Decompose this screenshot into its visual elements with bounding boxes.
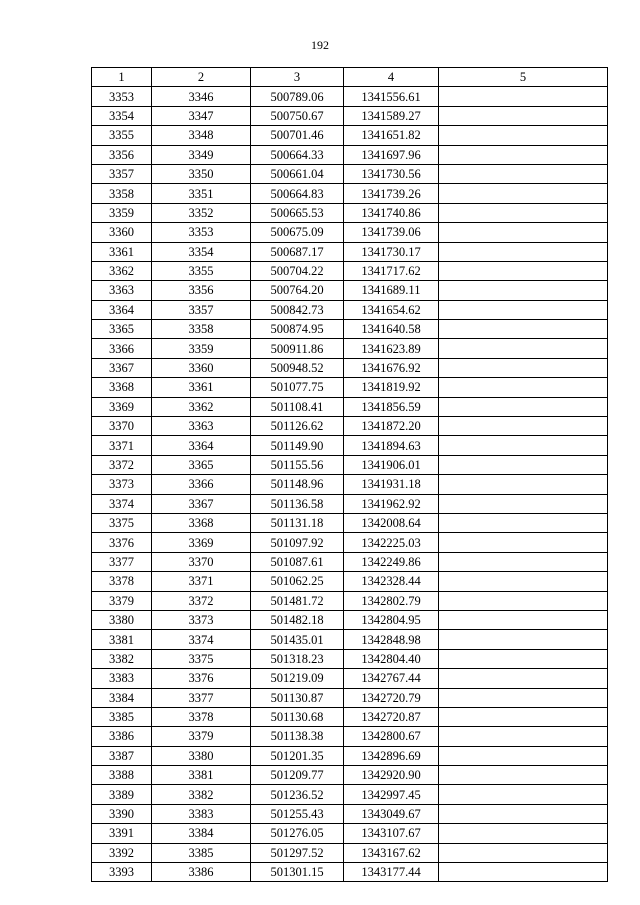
table-row — [92, 804, 608, 823]
table-cell-col-3: 501318.23 — [251, 649, 344, 668]
table-cell-col-3: 500701.46 — [251, 126, 344, 145]
table-row — [92, 785, 608, 804]
table-row — [92, 242, 608, 261]
table-row — [92, 824, 608, 843]
table-cell-col-2: 3385 — [152, 843, 251, 862]
table-cell-col-3: 500948.52 — [251, 358, 344, 377]
table-cell-col-4: 1342225.03 — [344, 533, 439, 552]
table-cell-col-1: 3377 — [92, 552, 152, 571]
table-cell-col-2: 3362 — [152, 397, 251, 416]
table-cell-col-3: 501276.05 — [251, 824, 344, 843]
table-cell-col-1: 3357 — [92, 164, 152, 183]
table-cell-col-1: 3392 — [92, 843, 152, 862]
table-row — [92, 455, 608, 474]
table-cell-col-5 — [439, 649, 608, 668]
table-cell-col-2: 3379 — [152, 727, 251, 746]
table-cell-col-2: 3350 — [152, 164, 251, 183]
table-cell-col-4: 1341856.59 — [344, 397, 439, 416]
table-row — [92, 378, 608, 397]
table-cell-col-2: 3370 — [152, 552, 251, 571]
table-cell-col-2: 3381 — [152, 766, 251, 785]
table-cell-col-3: 501138.38 — [251, 727, 344, 746]
table-row — [92, 688, 608, 707]
table-cell-col-2: 3382 — [152, 785, 251, 804]
table-cell-col-4: 1342848.98 — [344, 630, 439, 649]
table-cell-col-5 — [439, 746, 608, 765]
table-cell-col-5 — [439, 281, 608, 300]
table-row — [92, 281, 608, 300]
table-cell-col-4: 1342720.87 — [344, 707, 439, 726]
table-cell-col-3: 500874.95 — [251, 320, 344, 339]
table-cell-col-4: 1342920.90 — [344, 766, 439, 785]
table-row — [92, 727, 608, 746]
table-row — [92, 164, 608, 183]
table-cell-col-5 — [439, 320, 608, 339]
table-cell-col-1: 3367 — [92, 358, 152, 377]
table-cell-col-4: 1341697.96 — [344, 145, 439, 164]
table-cell-col-3: 501108.41 — [251, 397, 344, 416]
table-cell-col-1: 3380 — [92, 610, 152, 629]
table-cell-col-5 — [439, 417, 608, 436]
table-cell-col-2: 3367 — [152, 494, 251, 513]
table-cell-col-2: 3359 — [152, 339, 251, 358]
table-cell-col-3: 501209.77 — [251, 766, 344, 785]
table-cell-col-2: 3371 — [152, 572, 251, 591]
table-cell-col-2: 3357 — [152, 300, 251, 319]
table-cell-col-1: 3360 — [92, 223, 152, 242]
table-row — [92, 843, 608, 862]
table-cell-col-2: 3358 — [152, 320, 251, 339]
table-cell-col-4: 1341651.82 — [344, 126, 439, 145]
table-row — [92, 397, 608, 416]
table-cell-col-5 — [439, 785, 608, 804]
table-cell-col-4: 1342804.40 — [344, 649, 439, 668]
table-cell-col-4: 1341654.62 — [344, 300, 439, 319]
table-cell-col-1: 3369 — [92, 397, 152, 416]
table-cell-col-2: 3378 — [152, 707, 251, 726]
table-cell-col-4: 1341739.26 — [344, 184, 439, 203]
table-cell-col-4: 1341730.17 — [344, 242, 439, 261]
table-cell-col-5 — [439, 106, 608, 125]
table-cell-col-3: 501131.18 — [251, 513, 344, 532]
table-cell-col-5 — [439, 843, 608, 862]
table-cell-col-1: 3368 — [92, 378, 152, 397]
table-row — [92, 106, 608, 125]
table-cell-col-5 — [439, 804, 608, 823]
table-cell-col-2: 3368 — [152, 513, 251, 532]
table-cell-col-5 — [439, 87, 608, 106]
table-cell-col-2: 3349 — [152, 145, 251, 164]
table-cell-col-4: 1341689.11 — [344, 281, 439, 300]
table-cell-col-4: 1341589.27 — [344, 106, 439, 125]
table-cell-col-4: 1342802.79 — [344, 591, 439, 610]
table-row — [92, 145, 608, 164]
table-cell-col-1: 3376 — [92, 533, 152, 552]
table-cell-col-3: 500704.22 — [251, 261, 344, 280]
table-cell-col-5 — [439, 339, 608, 358]
table-cell-col-3: 500664.33 — [251, 145, 344, 164]
table-cell-col-1: 3374 — [92, 494, 152, 513]
table-row — [92, 610, 608, 629]
table-cell-col-5 — [439, 707, 608, 726]
table-cell-col-3: 500911.86 — [251, 339, 344, 358]
table-cell-col-2: 3373 — [152, 610, 251, 629]
table-row — [92, 203, 608, 222]
table-cell-col-5 — [439, 688, 608, 707]
table-cell-col-3: 501130.87 — [251, 688, 344, 707]
table-row — [92, 320, 608, 339]
table-cell-col-2: 3365 — [152, 455, 251, 474]
table-row — [92, 552, 608, 571]
table-cell-col-2: 3348 — [152, 126, 251, 145]
table-cell-col-4: 1342896.69 — [344, 746, 439, 765]
table-cell-col-5 — [439, 824, 608, 843]
table-cell-col-2: 3364 — [152, 436, 251, 455]
table-row — [92, 126, 608, 145]
table-cell-col-3: 501301.15 — [251, 863, 344, 882]
table-cell-col-2: 3377 — [152, 688, 251, 707]
table-cell-col-4: 1342804.95 — [344, 610, 439, 629]
table-cell-col-4: 1342720.79 — [344, 688, 439, 707]
table-cell-col-1: 3383 — [92, 669, 152, 688]
table-row — [92, 669, 608, 688]
table-cell-col-1: 3384 — [92, 688, 152, 707]
table-cell-col-2: 3375 — [152, 649, 251, 668]
table-cell-col-2: 3384 — [152, 824, 251, 843]
table-row — [92, 475, 608, 494]
table-cell-col-3: 501126.62 — [251, 417, 344, 436]
table-cell-col-3: 501136.58 — [251, 494, 344, 513]
table-cell-col-5 — [439, 242, 608, 261]
table-row — [92, 261, 608, 280]
table-cell-col-5 — [439, 572, 608, 591]
table-cell-col-5 — [439, 669, 608, 688]
table-cell-col-4: 1341740.86 — [344, 203, 439, 222]
table-cell-col-2: 3347 — [152, 106, 251, 125]
coordinates-table — [91, 67, 608, 882]
table-row — [92, 863, 608, 882]
table-cell-col-2: 3352 — [152, 203, 251, 222]
table-cell-col-1: 3363 — [92, 281, 152, 300]
table-cell-col-5 — [439, 591, 608, 610]
table-cell-col-1: 3354 — [92, 106, 152, 125]
table-cell-col-5 — [439, 164, 608, 183]
table-cell-col-1: 3371 — [92, 436, 152, 455]
table-cell-col-5 — [439, 513, 608, 532]
table-cell-col-2: 3351 — [152, 184, 251, 203]
table-cell-col-3: 500664.83 — [251, 184, 344, 203]
table-row — [92, 358, 608, 377]
table-row — [92, 707, 608, 726]
table-cell-col-4: 1341623.89 — [344, 339, 439, 358]
table-body — [92, 87, 608, 882]
table-cell-col-3: 500665.53 — [251, 203, 344, 222]
table-cell-col-1: 3379 — [92, 591, 152, 610]
table-cell-col-3: 501155.56 — [251, 455, 344, 474]
table-cell-col-5 — [439, 184, 608, 203]
table-cell-col-2: 3353 — [152, 223, 251, 242]
table-cell-col-5 — [439, 126, 608, 145]
table-cell-col-1: 3378 — [92, 572, 152, 591]
table-cell-col-5 — [439, 261, 608, 280]
table-cell-col-1: 3386 — [92, 727, 152, 746]
table-cell-col-3: 500661.04 — [251, 164, 344, 183]
table-cell-col-3: 500842.73 — [251, 300, 344, 319]
table-cell-col-5 — [439, 727, 608, 746]
table-cell-col-5 — [439, 436, 608, 455]
table-cell-col-3: 501481.72 — [251, 591, 344, 610]
table-cell-col-2: 3374 — [152, 630, 251, 649]
table-cell-col-3: 501482.18 — [251, 610, 344, 629]
table-cell-col-3: 500687.17 — [251, 242, 344, 261]
table-cell-col-1: 3364 — [92, 300, 152, 319]
table-cell-col-4: 1341640.58 — [344, 320, 439, 339]
table-cell-col-3: 501149.90 — [251, 436, 344, 455]
table-cell-col-3: 501255.43 — [251, 804, 344, 823]
column-header-1: 1 — [92, 68, 152, 87]
table-cell-col-2: 3360 — [152, 358, 251, 377]
table-row — [92, 184, 608, 203]
table-cell-col-1: 3373 — [92, 475, 152, 494]
table-cell-col-3: 501130.68 — [251, 707, 344, 726]
table-cell-col-4: 1341894.63 — [344, 436, 439, 455]
table-cell-col-4: 1342008.64 — [344, 513, 439, 532]
table-cell-col-1: 3355 — [92, 126, 152, 145]
table-cell-col-4: 1341819.92 — [344, 378, 439, 397]
table-cell-col-2: 3369 — [152, 533, 251, 552]
table-cell-col-2: 3380 — [152, 746, 251, 765]
table-cell-col-5 — [439, 552, 608, 571]
table-cell-col-3: 501435.01 — [251, 630, 344, 649]
table-cell-col-3: 500750.67 — [251, 106, 344, 125]
table-cell-col-1: 3370 — [92, 417, 152, 436]
table-cell-col-1: 3393 — [92, 863, 152, 882]
column-header-2: 2 — [152, 68, 251, 87]
table-cell-col-1: 3382 — [92, 649, 152, 668]
table-row — [92, 766, 608, 785]
table-cell-col-1: 3359 — [92, 203, 152, 222]
table-cell-col-3: 501087.61 — [251, 552, 344, 571]
table-row — [92, 87, 608, 106]
table-row — [92, 300, 608, 319]
table-cell-col-4: 1341556.61 — [344, 87, 439, 106]
table-cell-col-1: 3375 — [92, 513, 152, 532]
table-cell-col-1: 3381 — [92, 630, 152, 649]
table-cell-col-3: 500764.20 — [251, 281, 344, 300]
table-row — [92, 591, 608, 610]
table-cell-col-3: 501062.25 — [251, 572, 344, 591]
table-cell-col-3: 500789.06 — [251, 87, 344, 106]
table-row — [92, 417, 608, 436]
page-number: 192 — [311, 38, 329, 52]
table-cell-col-4: 1342767.44 — [344, 669, 439, 688]
table-cell-col-1: 3356 — [92, 145, 152, 164]
table-cell-col-5 — [439, 145, 608, 164]
table-cell-col-4: 1341962.92 — [344, 494, 439, 513]
table-cell-col-4: 1341872.20 — [344, 417, 439, 436]
table-cell-col-4: 1341676.92 — [344, 358, 439, 377]
table-cell-col-2: 3366 — [152, 475, 251, 494]
table-cell-col-4: 1342997.45 — [344, 785, 439, 804]
table-cell-col-5 — [439, 378, 608, 397]
table-row — [92, 572, 608, 591]
column-header-4: 4 — [344, 68, 439, 87]
table-cell-col-5 — [439, 630, 608, 649]
table-cell-col-1: 3385 — [92, 707, 152, 726]
table-cell-col-3: 500675.09 — [251, 223, 344, 242]
table-cell-col-2: 3376 — [152, 669, 251, 688]
table-cell-col-4: 1341730.56 — [344, 164, 439, 183]
table-cell-col-4: 1342328.44 — [344, 572, 439, 591]
table-cell-col-5 — [439, 533, 608, 552]
table-cell-col-2: 3386 — [152, 863, 251, 882]
table-cell-col-4: 1343177.44 — [344, 863, 439, 882]
table-cell-col-1: 3389 — [92, 785, 152, 804]
table-cell-col-4: 1343167.62 — [344, 843, 439, 862]
table-cell-col-3: 501219.09 — [251, 669, 344, 688]
table-cell-col-1: 3388 — [92, 766, 152, 785]
table-row — [92, 649, 608, 668]
table-cell-col-1: 3372 — [92, 455, 152, 474]
table-cell-col-2: 3356 — [152, 281, 251, 300]
table-cell-col-1: 3366 — [92, 339, 152, 358]
table-cell-col-3: 501148.96 — [251, 475, 344, 494]
table-cell-col-5 — [439, 203, 608, 222]
table-cell-col-4: 1342800.67 — [344, 727, 439, 746]
table-cell-col-1: 3365 — [92, 320, 152, 339]
table-cell-col-2: 3355 — [152, 261, 251, 280]
table-cell-col-5 — [439, 358, 608, 377]
table-cell-col-3: 501077.75 — [251, 378, 344, 397]
table-cell-col-2: 3354 — [152, 242, 251, 261]
table-row — [92, 746, 608, 765]
table-cell-col-1: 3353 — [92, 87, 152, 106]
table-cell-col-3: 501097.92 — [251, 533, 344, 552]
table-cell-col-5 — [439, 475, 608, 494]
table-cell-col-1: 3387 — [92, 746, 152, 765]
table-cell-col-5 — [439, 300, 608, 319]
table-cell-col-2: 3346 — [152, 87, 251, 106]
table-cell-col-2: 3361 — [152, 378, 251, 397]
table-cell-col-1: 3390 — [92, 804, 152, 823]
table-row — [92, 223, 608, 242]
table-cell-col-5 — [439, 455, 608, 474]
table-row — [92, 533, 608, 552]
table-cell-col-4: 1341717.62 — [344, 261, 439, 280]
table-row — [92, 339, 608, 358]
table-cell-col-4: 1341931.18 — [344, 475, 439, 494]
table-row — [92, 494, 608, 513]
table-cell-col-1: 3362 — [92, 261, 152, 280]
table-cell-col-2: 3363 — [152, 417, 251, 436]
header-row — [92, 68, 608, 87]
table-cell-col-5 — [439, 610, 608, 629]
table-cell-col-2: 3372 — [152, 591, 251, 610]
table-cell-col-1: 3391 — [92, 824, 152, 843]
table-cell-col-1: 3358 — [92, 184, 152, 203]
table-cell-col-4: 1341739.06 — [344, 223, 439, 242]
table-cell-col-1: 3361 — [92, 242, 152, 261]
table-cell-col-5 — [439, 223, 608, 242]
column-header-5: 5 — [439, 68, 608, 87]
table-cell-col-4: 1342249.86 — [344, 552, 439, 571]
column-header-3: 3 — [251, 68, 344, 87]
table-cell-col-2: 3383 — [152, 804, 251, 823]
table-cell-col-3: 501236.52 — [251, 785, 344, 804]
table-row — [92, 436, 608, 455]
table-cell-col-5 — [439, 766, 608, 785]
table-cell-col-4: 1341906.01 — [344, 455, 439, 474]
table-cell-col-3: 501297.52 — [251, 843, 344, 862]
table-cell-col-3: 501201.35 — [251, 746, 344, 765]
table-cell-col-5 — [439, 494, 608, 513]
table-cell-col-5 — [439, 397, 608, 416]
table-cell-col-4: 1343049.67 — [344, 804, 439, 823]
table-row — [92, 630, 608, 649]
table-cell-col-4: 1343107.67 — [344, 824, 439, 843]
table-cell-col-5 — [439, 863, 608, 882]
table-row — [92, 513, 608, 532]
